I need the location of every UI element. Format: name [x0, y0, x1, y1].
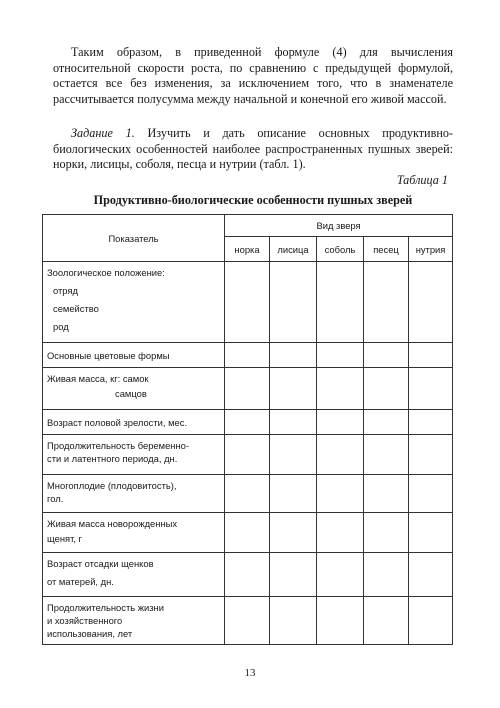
row-label-line: и хозяйственного — [47, 615, 123, 626]
row-label — [43, 475, 225, 513]
table-cell[interactable] — [225, 475, 270, 513]
row-label — [43, 597, 225, 645]
table-row — [43, 368, 453, 410]
task-text: Изучить и дать описание основных продуктивно-биологических особенностей наиболее распространенных пушных зверей: норки, лисицы, соболя, песца и нутрии (табл. 1). — [53, 126, 453, 172]
table-cell[interactable] — [409, 513, 453, 553]
header-species: соболь — [317, 237, 364, 262]
table-cell[interactable] — [225, 368, 270, 410]
table-cell[interactable] — [409, 410, 453, 435]
page-number: 13 — [244, 667, 256, 679]
table-cell[interactable] — [270, 475, 317, 513]
row-label-line: Возраст отсадки щенков — [47, 558, 154, 569]
row-label — [43, 513, 225, 553]
row-label-line: Живая масса новорожденных — [47, 518, 178, 529]
table-label: Таблица 1 — [396, 173, 448, 187]
table-cell[interactable] — [317, 597, 364, 645]
table-cell[interactable] — [317, 553, 364, 597]
table-cell[interactable] — [317, 410, 364, 435]
row-label — [43, 410, 225, 435]
table-row — [43, 410, 453, 435]
table-cell[interactable] — [364, 368, 409, 410]
table-cell[interactable] — [270, 410, 317, 435]
intro-paragraph: Таким образом, в приведенной формуле (4) для вычисления относительной скорости роста, по сравнению с предыдущей формулой, остается все без изменения, за исключением того, что в знаменателе рассчитывается полусумма между начальной и конечной его живой массой. — [53, 45, 453, 106]
table-row — [43, 435, 453, 475]
row-label-line: Многоплодие (плодовитость), — [47, 480, 177, 491]
row-label-line: использования, лет — [47, 628, 133, 639]
table-cell[interactable] — [270, 343, 317, 368]
table-cell[interactable] — [270, 262, 317, 343]
table-cell[interactable] — [270, 435, 317, 475]
table-cell[interactable] — [364, 597, 409, 645]
row-label — [43, 553, 225, 597]
table-cell[interactable] — [364, 343, 409, 368]
table-cell[interactable] — [364, 513, 409, 553]
row-label-line: семейство — [53, 303, 99, 314]
row-label — [43, 435, 225, 475]
header-species: лисица — [270, 237, 317, 262]
table-cell[interactable] — [270, 553, 317, 597]
table-cell[interactable] — [317, 368, 364, 410]
header-species: песец — [364, 237, 409, 262]
table-cell[interactable] — [317, 513, 364, 553]
table-cell[interactable] — [317, 435, 364, 475]
row-label — [43, 343, 225, 368]
row-label-line: Продолжительность беременно- — [47, 440, 189, 451]
table-cell[interactable] — [364, 553, 409, 597]
table-cell[interactable] — [225, 262, 270, 343]
fur-animals-table — [42, 214, 453, 645]
row-label-line: Зоологическое положение: — [47, 267, 165, 278]
table-cell[interactable] — [409, 475, 453, 513]
table-cell[interactable] — [225, 435, 270, 475]
table-title: Продуктивно-биологические особенности пушных зверей — [93, 193, 413, 207]
table-cell[interactable] — [270, 368, 317, 410]
table-cell[interactable] — [225, 597, 270, 645]
table-cell[interactable] — [409, 553, 453, 597]
table-cell[interactable] — [225, 343, 270, 368]
row-label-line: Продолжительность жизни — [47, 602, 164, 613]
table-row — [43, 597, 453, 645]
task-label: Задание 1. — [71, 126, 135, 140]
table-cell[interactable] — [317, 475, 364, 513]
table-cell[interactable] — [364, 435, 409, 475]
row-label-line: щенят, г — [47, 533, 82, 544]
table-cell[interactable] — [364, 262, 409, 343]
table-cell[interactable] — [409, 597, 453, 645]
header-species: нутрия — [409, 237, 453, 262]
row-label-line: род — [53, 321, 69, 332]
table-cell[interactable] — [409, 368, 453, 410]
table-cell[interactable] — [270, 597, 317, 645]
row-label-line: Возраст половой зрелости, мес. — [47, 416, 188, 428]
header-species-group: Вид зверя — [225, 215, 453, 237]
header-species: норка — [225, 237, 270, 262]
table-cell[interactable] — [364, 410, 409, 435]
row-label-line: отряд — [53, 285, 78, 296]
row-label-line: сти и латентного периода, дн. — [47, 453, 178, 464]
row-label-line: Живая масса, кг: самок — [47, 373, 149, 384]
table-cell[interactable] — [317, 262, 364, 343]
row-label-line: Основные цветовые формы — [47, 349, 170, 361]
row-label-line: гол. — [47, 493, 64, 504]
table-row — [43, 513, 453, 553]
table-row — [43, 262, 453, 343]
table-row — [43, 343, 453, 368]
task-paragraph — [53, 126, 453, 173]
row-label-line: от матерей, дн. — [47, 576, 114, 587]
table-cell[interactable] — [225, 513, 270, 553]
row-label — [43, 262, 225, 343]
header-indicator: Показатель — [43, 215, 225, 262]
row-label — [43, 368, 225, 410]
table-cell[interactable] — [270, 513, 317, 553]
table-cell[interactable] — [317, 343, 364, 368]
table-row — [43, 475, 453, 513]
table-cell[interactable] — [409, 343, 453, 368]
table-row — [43, 553, 453, 597]
table-cell[interactable] — [225, 553, 270, 597]
row-label-line: самцов — [115, 388, 147, 399]
table-cell[interactable] — [409, 262, 453, 343]
table-cell[interactable] — [409, 435, 453, 475]
table-cell[interactable] — [225, 410, 270, 435]
table-cell[interactable] — [364, 475, 409, 513]
